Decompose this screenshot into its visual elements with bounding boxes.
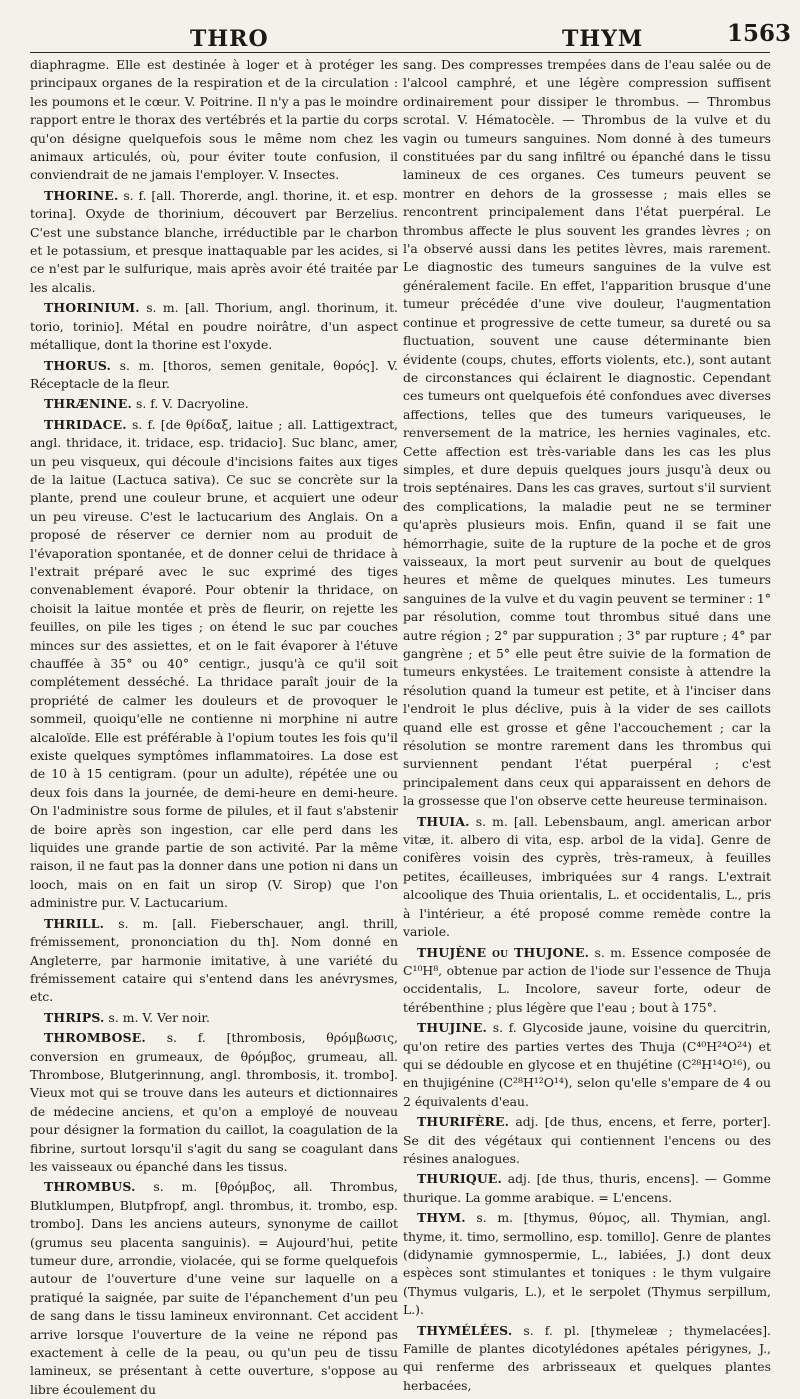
dictionary-entry (403, 1170, 771, 1207)
entry-text: s. m. [all. Thorium, angl. thorinum, it. torio, torinio]. Métal en poudre noirâtre, d'un aspect métallique, dont la thorine est l'oxyde. (30, 300, 398, 353)
entry-text: s. m. Essence composée de C¹⁰H⁸, obtenue par action de l'iode sur l'essence de Thuja occidentalis, L. Incolore, saveur forte, odeur de térébenthine ; plus légère que l'eau ; bout à 175°. (403, 944, 771, 1015)
entry-headword: THRÆNINE. (44, 396, 133, 412)
dictionary-entry (403, 1019, 771, 1111)
dictionary-entry (403, 813, 771, 942)
entry-text: s. f. V. Dacryoline. (132, 396, 249, 412)
entry-text: adj. [de thus, encens, et ferre, porter]. Se dit des végétaux qui contiennent l'encens ou des résines analogues. (403, 1114, 771, 1166)
entry-text: s. m. V. Ver noir. (104, 1009, 210, 1025)
left-guide-word: THRO (190, 26, 269, 52)
dictionary-entry (403, 1209, 771, 1319)
entry-headword: THURIQUE. (417, 1171, 502, 1187)
entry-text: s. f. Glycoside jaune, voisine du quercitrin, qu'on retire des parties vertes des Thuja (C⁴⁰H²⁴O²⁴) et qui se dédouble en glycose et en thujétine (C²⁸H¹⁴O¹⁶), ou en thujigénine (C²⁸H¹²O¹⁴), selon qu'elle s'empare de 4 ou 2 équivalents d'eau. (403, 1020, 771, 1109)
dictionary-entry (30, 395, 398, 413)
entry-headword: THROMBUS. (44, 1179, 136, 1195)
continued-paragraph (403, 56, 771, 811)
continued-paragraph (30, 56, 398, 185)
dictionary-entry (403, 944, 771, 1018)
entry-headword: THORINE. (44, 187, 119, 203)
entry-headword: THYMÉLÉES. (417, 1322, 513, 1338)
entry-headword: THRIDACE. (44, 416, 127, 432)
entry-headword: THUJINE. (417, 1020, 488, 1036)
entry-text: diaphragme. Elle est destinée à loger et à protéger les principaux organes de la respiration et de la circulation : les poumons et le cœur. V. Poitrine. Il n'y a pas le moindre rapport entre le thorax des vertébrés et la partie du corps qu'on désigne quelquefois sous le même nom chez les animaux articulés, où, pour éviter toute confusion, il conviendrait de ne jamais l'employer. V. Insectes. (30, 57, 398, 183)
dictionary-entry (403, 1322, 771, 1396)
entry-headword: THUJÈNE ou THUJONE. (417, 944, 590, 960)
entry-headword: THRIPS. (44, 1009, 105, 1025)
header-rule (30, 52, 770, 53)
right-guide-word: THYM (562, 26, 644, 52)
right-column (403, 56, 771, 1393)
entry-headword: THORUS. (44, 357, 112, 373)
entry-text: s. m. [thoros, semen genitale, θορός]. V. Réceptacle de la fleur. (30, 357, 398, 391)
entry-headword: THYM. (417, 1210, 466, 1226)
entry-text: s. f. pl. [thymeleæ ; thymelacées]. Famille de plantes dicotylédones apétales périgynes, J., qui renferme des arbrisseaux et quelques plantes herbacées, (403, 1322, 771, 1393)
entry-text: s. m. [θρόμβος, all. Thrombus, Blutklumpen, Blutpfropf, angl. thrombus, it. trombo, esp. trombo]. Dans les anciens auteurs, synonyme de caillot (grumus seu placenta sanguinis). = Aujourd'hui, petite tumeur dure, arrondie, violacée, qui se forme quelquefois autour de l'ouverture d'une veine sur laquelle on a pratiqué la saignée, par suite de l'épanchement d'un peu de sang dans le tissu lamineux environnant. Cet accident arrive lorsque l'ouverture de la veine ne répond pas exactement à celle de la peau, ou qu'un peu de tissu lamineux, se présentant à cette ouverture, s'oppose au libre écoulement du (30, 1179, 398, 1397)
entry-text: s. m. [all. Fieberschauer, angl. thrill, frémissement, prononciation du th]. Nom donné en Angleterre, par harmonie imitative, à une variété du frémissement cataire qui s'entend dans les anévrysmes, etc. (30, 915, 398, 1005)
entry-headword: THRILL. (44, 915, 105, 931)
running-header (0, 18, 800, 54)
entry-text: s. f. [de θρίδαξ, laitue ; all. Lattigextract, angl. thridace, it. tridace, esp. tridacio]. Suc blanc, amer, un peu visqueux, qui découle d'incisions faites aux tiges de la laitue (Lactuca sativa). Ce suc se concrète sur la plante, prend une couleur brune, et acquiert une odeur un peu vireuse. C'est le lactucarium des Anglais. On a proposé de réserver ce dernier nom au produit de l'évaporation spontanée, et de donner celui de thridace à l'extrait préparé avec le suc exprimé des tiges convenablement évaporé. Pour obtenir la thridace, on choisit la laitue montée et près de fleurir, on rejette les feuilles, on pile les tiges ; on étend le suc par couches minces sur des assiettes, et on le fait évaporer à l'étuve chauffée à 35° ou 40° centigr., jusqu'à ce qu'il soit complétement desséché. La thridace paraît jouir de la propriété de calmer les douleurs et de provoquer le sommeil, quoiqu'elle ne contienne ni morphine ni autre alcaloïde. Elle est préférable à l'opium toutes les fois qu'il existe quelques symptômes inflammatoires. La dose est de 10 à 15 centigram. (pour un adulte), répétée une ou deux fois dans la journée, de demi-heure en demi-heure. On l'administre sous forme de pilules, et il faut s'abstenir de boire après son ingestion, car elle perd dans les liquides une grande partie de son activité. Par la même raison, il ne faut pas la donner dans une potion ni dans un looch, mais on en fait un sirop (V. Sirop) que l'on administre pur. V. Lactucarium. (30, 416, 398, 911)
dictionary-entry (403, 1113, 771, 1168)
left-column (30, 56, 398, 1397)
entry-text: s. m. [thymus, θύμος, all. Thymian, angl. thyme, it. timo, sermollino, esp. tomillo]. Genre de plantes (didynamie gymnospermie, L., labiées, J.) dont deux espèces sont stimulantes et toniques : le thym vulgaire (Thymus vulgaris, L.), et le serpolet (Thymus serpillum, L.). (403, 1210, 771, 1318)
entry-text: s. f. [thrombosis, θρόμβωσις, conversion en grumeaux, de θρόμβος, grumeau, all. Thrombose, Blutgerinnung, angl. thrombosis, it. trombo]. Vieux mot qui se trouve dans les auteurs et dictionnaires de médecine anciens, et qu'on a employé de nouveau pour désigner la formation du caillot, la coagulation de la fibrine, surtout lorsqu'il s'agit du sang se coagulant dans les vaisseaux ou épanché dans les tissus. (30, 1030, 398, 1174)
entry-headword: THORINIUM. (44, 300, 140, 316)
dictionary-entry (30, 1178, 398, 1399)
dictionary-entry (30, 357, 398, 394)
entry-headword: THUIA. (417, 813, 470, 829)
entry-text: adj. [de thus, thuris, encens]. — Gomme thurique. La gomme arabique. = L'encens. (403, 1171, 771, 1205)
page-number: 1563 (727, 20, 792, 47)
dictionary-entry (30, 299, 398, 354)
dictionary-entry (30, 416, 398, 913)
dictionary-entry (30, 915, 398, 1007)
entry-text: s. f. [all. Thorerde, angl. thorine, it. et esp. torina]. Oxyde de thorinium, découvert par Berzelius. C'est une substance blanche, irréductible par le charbon et le potassium, et presque inattaquable par les acides, si ce n'est par le sulfurique, mais après avoir été traitée par les alcalis. (30, 187, 398, 295)
entry-headword: THROMBOSE. (44, 1030, 146, 1046)
entry-text: s. m. [all. Lebensbaum, angl. american arbor vitæ, it. albero di vita, esp. arbol de la vida]. Genre de conifères voisin des cyprès, très-rameux, à feuilles petites, écailleuses, imbriquées sur 4 rangs. L'extrait alcoolique des Thuia orientalis, L. et occidentalis, L., pris à l'intérieur, a été proposé comme remède contre la variole. (403, 813, 771, 940)
entry-text: sang. Des compresses trempées dans de l'eau salée ou de l'alcool camphré, et une légère compression suffisent ordinairement pour dissiper le thrombus. — Thrombus scrotal. V. Hématocèle. — Thrombus de la vulve et du vagin ou tumeurs sanguines. Nom donné à des tumeurs constituées par du sang infiltré ou épanché dans le tissu lamineux de ces organes. Ces tumeurs peuvent se montrer en dehors de la grossesse ; mais elles se rencontrent principalement dans l'état puerpéral. Le thrombus affecte le plus souvent les grandes lèvres ; on l'a observé aussi dans les petites lèvres, mais rarement. Le diagnostic des tumeurs sanguines de la vulve est généralement facile. En effet, l'apparition brusque d'une tumeur précédée d'une vive douleur, l'augmentation continue et progressive de cette tumeur, sa dureté ou sa fluctuation, souvent une cause déterminante bien évidente (coups, chutes, efforts violents, etc.), sont autant de circonstances qui éclairent le diagnostic. Cependant ces tumeurs ont quelquefois été confondues avec diverses affections, telles que des tumeurs variqueuses, le renversement de la matrice, les hernies vaginales, etc. Cette affection est très-variable dans les cas les plus simples, et dure depuis quelques jours jusqu'à deux ou trois septénaires. Dans les cas graves, surtout s'il survient des complications, la maladie peut ne se terminer qu'après plusieurs mois. Enfin, quand il se fait une hémorrhagie, suite de la rupture de la poche et de gros vaisseaux, la mort peut survenir au bout de quelques heures et même de quelques minutes. Les tumeurs sanguines de la vulve et du vagin peuvent se terminer : 1° par résolution, comme tout thrombus situé dans une autre région ; 2° par suppuration ; 3° par rupture ; 4° par gangrène ; et 5° elle peut être suivie de la formation de tumeurs enkystées. Le traitement consiste à attendre la résolution quand la tumeur est petite, et à l'inciser dans l'endroit le plus déclive, puis à la vider de ses caillots quand elle est grosse et gêne l'accouchement ; car la résolution se montre rarement dans les thrombus qui surviennent pendant l'état puerpéral ; c'est principalement dans ceux qui apparaissent en dehors de la grossesse que l'on observe cette heureuse terminaison. (403, 57, 771, 809)
dictionary-entry (30, 187, 398, 297)
dictionary-entry (30, 1009, 398, 1027)
entry-headword: THURIFÈRE. (417, 1114, 510, 1130)
dictionary-entry (30, 1029, 398, 1176)
